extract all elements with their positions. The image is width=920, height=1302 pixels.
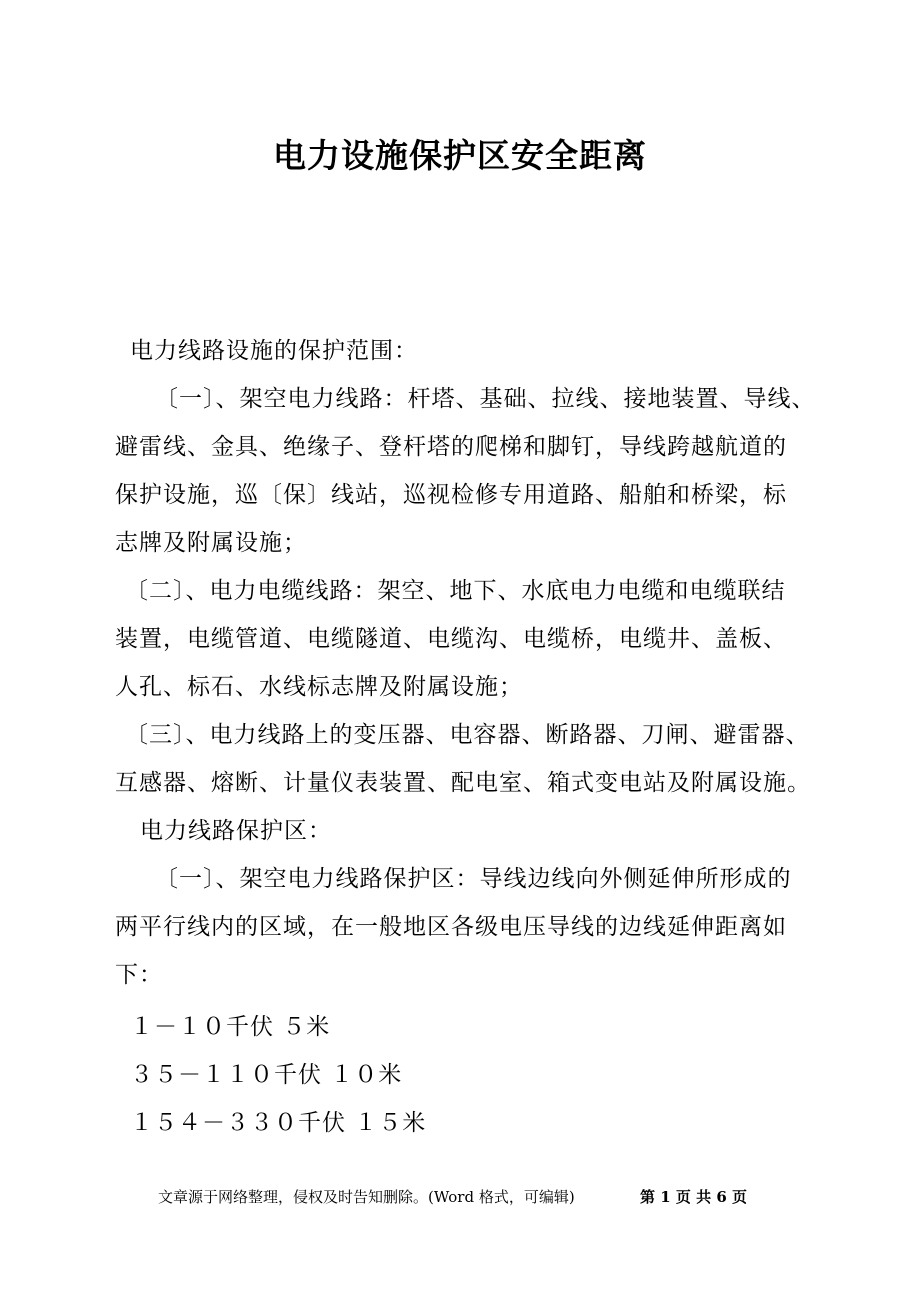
footer-notice: 文章源于网络整理，侵权及时告知删除。(Word 格式，可编辑) bbox=[158, 1188, 575, 1206]
voltage-line-2: ３５－１１０千伏 １０米 bbox=[130, 1062, 403, 1088]
body-line-7: 装置，电缆管道、电缆隧道、电缆沟、电缆桥，电缆井、盖板、 bbox=[115, 626, 787, 652]
footer-page-number: 第 1 页 共 6 页 bbox=[640, 1188, 747, 1206]
body-line-12: 〔一〕、架空电力线路保护区：导线边线向外侧延伸所形成的 bbox=[155, 866, 792, 892]
body-line-3: 避雷线、金具、绝缘子、登杆塔的爬梯和脚钉，导线跨越航道的 bbox=[115, 434, 787, 460]
voltage-line-3: １５４－３３０千伏 １５米 bbox=[130, 1110, 427, 1136]
body-line-9: 〔三〕、电力线路上的变压器、电容器、断路器、刀闸、避雷器、 bbox=[125, 722, 810, 748]
body-line-1: 电力线路设施的保护范围： bbox=[130, 338, 418, 364]
body-line-13: 两平行线内的区域，在一般地区各级电压导线的边线延伸距离如 bbox=[115, 914, 787, 940]
voltage-line-1: １－１０千伏 ５米 bbox=[130, 1014, 331, 1040]
body-line-6: 〔二〕、电力电缆线路：架空、地下、水底电力电缆和电缆联结 bbox=[125, 578, 786, 604]
body-line-8: 人孔、标石、水线标志牌及附属设施； bbox=[115, 674, 523, 700]
body-line-11: 电力线路保护区： bbox=[140, 818, 332, 844]
body-line-10: 互感器、熔断、计量仪表装置、配电室、箱式变电站及附属设施。 bbox=[115, 770, 811, 796]
body-line-4: 保护设施，巡〔保〕线站，巡视检修专用道路、船舶和桥梁，标 bbox=[115, 482, 787, 508]
document-title: 电力设施保护区安全距离 bbox=[273, 136, 647, 175]
body-line-14: 下： bbox=[115, 962, 163, 988]
body-line-2: 〔一〕、架空电力线路：杆塔、基础、拉线、接地装置、导线、 bbox=[155, 386, 816, 412]
body-line-5: 志牌及附属设施； bbox=[115, 530, 307, 556]
